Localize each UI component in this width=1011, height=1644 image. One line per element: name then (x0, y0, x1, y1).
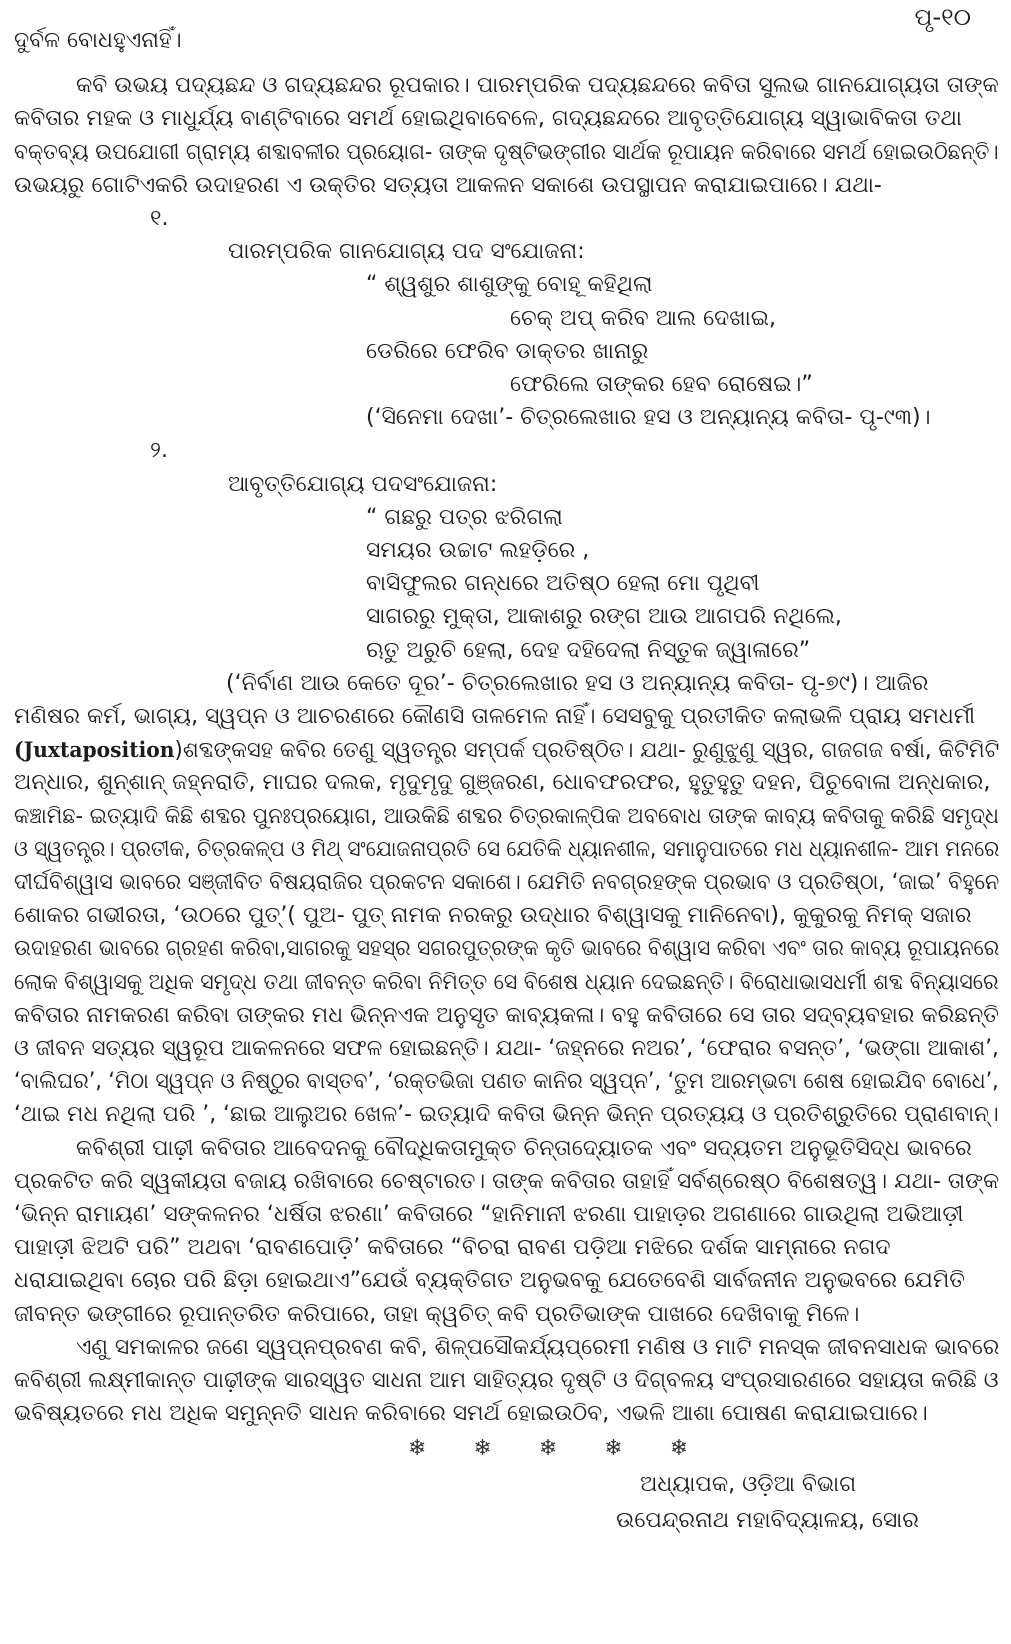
paragraph-line: ଲୋକ ବିଶ୍ୱାସକୁ ଅଧିକ ସମୃଦ୍ଧ ତଥା ଜୀବନ୍ତ କରିବା ନିମିତ୍ତ ସେ ବିଶେଷ ଧ୍ୟାନ ଦେଇଛନ୍ତି। ବିରୋଧାଭାସଧର୍ମୀ ଶବ୍ଦ ବିନ୍ୟାସରେ (14, 970, 999, 995)
paragraph-line: ଓ ସ୍ୱତନ୍ତ୍ର। ପ୍ରତୀକ, ଚିତ୍ରକଳ୍ପ ଓ ମିଥ୍ ସଂଯୋଜନାପ୍ରତି ସେ ଯେତିକି ଧ୍ୟାନଶୀଳ, ସମାନୁପାତରେ ମଧ ଧ୍ୟାନଶୀଳ- ଆମ ମନରେ (14, 837, 1000, 862)
paragraph-line: ‘ଥାଇ ମଧ ନଥିଲା ପରି ’, ‘ଛାଇ ଆଲୁଅର ଖେଳ’- ଇତ୍ୟାଦି କବିତା ଭିନ୍ନ ଭିନ୍ନ ପ୍ରତ୍ୟୟ ଓ ପ୍ରତିଶ୍ରୁତିରେ ପ୍ରାଣବାନ୍। (14, 1102, 999, 1127)
paragraph-line: ‘ଭିନ୍ନ ରାମାୟଣ’ ସଙ୍କଳନର ‘ଧର୍ଷିତା ଝରଣା’ କବିତାରେ “ହାନିମାନୀ ଝରଣା ପାହାଡ଼ର ଅଗଣାରେ ଗାଉଥିଲା ଅଭିଆଡ଼ୀ (14, 1202, 964, 1227)
paragraph-line: ଦୁର୍ବଳ ବୋଧହୁଏନାହିଁ। (14, 28, 182, 53)
citation: (‘ସିନେମା ଦେଖା’- ଚିତ୍ରଲେଖାର ହସ ଓ ଅନ୍ୟାନ୍ୟ କବିତା- ପୃ-୯୩)। (366, 405, 931, 430)
paragraph-line: ଧରାଯାଇଥିବା ଚୋର ପରି ଛିଡ଼ା ହୋଇଥାଏ”ଯେଉଁ ବ୍ୟକ୍ତିଗତ ଅନୁଭବକୁ ଯେତେବେଶି ସାର୍ବଜନୀନ ଅନୁଭବରେ ଯେମିତି (14, 1268, 965, 1293)
paragraph-line: କବିତାର ମହକ ଓ ମାଧୁର୍ଯ୍ୟ ବାଣ୍ଟିବାରେ ସମର୍ଥ ହୋଇଥିବାବେଳେ, ଗଦ୍ୟଛନ୍ଦରେ ଆବୃତ୍ତିଯୋଗ୍ୟ ସ୍ୱାଭାବିକତା ତଥା (14, 106, 962, 131)
paragraph-line: ଏଣୁ ସମକାଳର ଜଣେ ସ୍ୱପ୍ନପ୍ରବଣ କବି, ଶିଳ୍ପସୌକର୍ଯ୍ୟପ୍ରେମୀ ମଣିଷ ଓ ମାଟି ମନସ୍କ ଜୀବନସାଧକ ଭାବରେ (76, 1335, 1000, 1360)
paragraph-line: ପ୍ରକଟିତ କରି ସ୍ୱକୀୟତା ବଜାୟ ରଖିବାରେ ଚେଷ୍ଟାରତ। ତାଙ୍କ କବିତାର ତାହାହିଁ ସର୍ବଶ୍ରେଷ୍ଠ ବିଶେଷତ୍ୱ। ଯଥା- ତାଙ୍କ (14, 1169, 1000, 1194)
poem-line: ସମୟର ଉଚ୍ଚାଟ ଲହଡ଼ିରେ , (366, 538, 590, 563)
paragraph-line: କବିଶ୍ରୀ ଲକ୍ଷ୍ମୀକାନ୍ତ ପାଢ଼ୀଙ୍କ ସାରସ୍ୱତ ସାଧନା ଆମ ସାହିତ୍ୟର ଦୃଷ୍ଟି ଓ ଦିଗ୍‌ବଳୟ ସଂପ୍ରସାରଣରେ ସହାୟତା କରିଛି ଓ (14, 1368, 999, 1393)
paragraph-line: ଓ ଜୀବନ ସତ୍ୟର ସ୍ୱରୂପ ଆକଳନରେ ସଫଳ ହୋଇଛନ୍ତି। ଯଥା- ‘ଜହ୍ନରେ ନଅର’, ‘ଫେରାର ବସନ୍ତ’, ‘ଭଙ୍ଗା ଆକାଶ’, (14, 1036, 999, 1061)
citation: (‘ନିର୍ବାଣ ଆଉ କେତେ ଦୂର’- ଚିତ୍ରଲେଖାର ହସ ଓ ଅନ୍ୟାନ୍ୟ କବିତା- ପୃ-୭୯)। ଆଜିର (226, 671, 929, 696)
paragraph-line (14, 735, 999, 766)
paragraph-line: ଭବିଷ୍ୟତରେ ମଧ ଅଧିକ ସମୁନ୍ନତି ସାଧନ କରିବାରେ ସମର୍ଥ ହୋଇଉଠିବ, ଏଭଳି ଆଶା ପୋଷଣ କରାଯାଇପାରେ। (14, 1401, 928, 1426)
paragraph-line: କବିଶ୍ରୀ ପାଢ଼ୀ କବିତାର ଆବେଦନକୁ ବୌଦ୍ଧିକତାମୁକ୍ତ ଚିନ୍ତାଦ୍ୟୋତକ ଏବଂ ସଦ୍ୟତମ ଅନୁଭୂତିସିଦ୍ଧ ଭାବରେ (76, 1136, 972, 1161)
juxtaposition-term: (Juxtaposition (14, 737, 175, 762)
list-number: ୧. (150, 206, 169, 231)
poem-line: ବାସିଫୁଲର ଗନ୍ଧରେ ଅତିଷ୍ଠ ହେଲା ମୋ ପୃଥିବୀ (366, 571, 760, 596)
paragraph-line: କବି ଉଭୟ ପଦ୍ୟଛନ୍ଦ ଓ ଗଦ୍ୟଛନ୍ଦର ରୂପକାର। ପାରମ୍ପରିକ ପଦ୍ୟଛନ୍ଦରେ କବିତା ସୁଲଭ ଗାନଯୋଗ୍ୟତା ତାଙ୍କ (76, 73, 999, 98)
paragraph-line: ଦୀର୍ଘବିଶ୍ୱାସ ଭାବରେ ସଞ୍ଜୀବିତ ବିଷୟରାଜିର ପ୍ରକଟନ ସକାଶେ। ଯେମିତି ନବଗ୍ରହଙ୍କ ପ୍ରଭାବ ଓ ପ୍ରତିଷ୍ଠା, ‘ଜାଇ’ ବିହୁନେ (14, 870, 1000, 895)
poem-line: ଡେରିରେ ଫେରିବ ଡାକ୍ତର ଖାନାରୁ (366, 339, 649, 364)
paragraph-line: ଉଦାହରଣ ଭାବରେ ଗ୍ରହଣ କରିବା,ସାଗରକୁ ସହସ୍ର ସଗରପୁତ୍ରଙ୍କ କୃତି ଭାବରେ ବିଶ୍ୱାସ କରିବା ଏବଂ ତାର କାବ୍ୟ ରୂପାୟନରେ (14, 936, 1000, 961)
list-number: ୨. (150, 438, 168, 463)
page-number: ପୃ-୧୦ (914, 3, 971, 31)
poem-line: ଋତୁ ଅରୁଚି ହେଲା, ଦେହ ଦହିଦେଲା ନିସ୍ତୁକ ଜ୍ୱାଳାରେ” (366, 638, 811, 663)
list-heading: ପାରମ୍ପରିକ ଗାନଯୋଗ୍ୟ ପଦ ସଂଯୋଜନା: (228, 239, 585, 264)
paragraph-line: ଅନ୍ଧାର, ଶୁନ୍‌ଶାନ୍ ଜହ୍ନରାତି, ମାଘର ଦଲକ, ମୃଦୁମୃଦୁ ଗୁଞ୍ଜରଣ, ଧୋବଫରଫର, ହୁତୁହୁତୁ ଦହନ, ପିଚୁବୋଳା ଅନ୍ଧକାର, (14, 770, 991, 795)
paragraph-line: ଉଭୟରୁ ଗୋଟିଏକରି ଉଦାହରଣ ଏ ଉକ୍ତିର ସତ୍ୟତା ଆକଳନ ସକାଶେ ଉପସ୍ଥାପନ କରାଯାଇପାରେ। ଯଥା- (14, 173, 882, 198)
poem-line: ଫେରିଲେ ତାଙ୍କର ହେବ ରୋଷେଇ।” (510, 372, 813, 397)
poem-line: “ ଶ୍ୱଶୁର ଶାଶୁଙ୍କୁ ବୋହୂ କହିଥିଲା (366, 272, 653, 297)
paragraph-line: କଞ୍ଚାମିଛ- ଇତ୍ୟାଦି କିଛି ଶବ୍ଦର ପୁନଃପ୍ରୟୋଗ, ଆଉକିଛି ଶବ୍ଦର ଚିତ୍ରକାଳ୍ପିକ ଅବବୋଧ ତାଙ୍କ କାବ୍ୟ କବିତାକୁ କରିଛି ସମୃଦ୍ଧ (14, 804, 1000, 829)
paragraph-line: ଜୀବନ୍ତ ଭଙ୍ଗୀରେ ରୂପାନ୍ତରିତ କରିପାରେ, ତାହା କ୍ୱଚିତ୍ କବି ପ୍ରତିଭାଙ୍କ ପାଖରେ ଦେଖିବାକୁ ମିଳେ। (14, 1302, 860, 1327)
paragraph-line: ବକ୍ତବ୍ୟ ଉପଯୋଗୀ ଗ୍ରାମ୍ୟ ଶବ୍ଦାବଳୀର ପ୍ରୟୋଗ- ତାଙ୍କ ଦୃଷ୍ଟିଭଙ୍ଗୀର ସାର୍ଥକ ରୂପାୟନ କରିବାରେ ସମର୍ଥ ହୋଇଉଠିଛନ୍ତି। (14, 140, 999, 165)
signature-designation: ଅଧ୍ୟାପକ, ଓଡ଼ିଆ ବିଭାଗ (640, 1472, 857, 1497)
list-heading: ଆବୃତ୍ତିଯୋଗ୍ୟ ପଦସଂଯୋଜନା: (228, 472, 498, 497)
paragraph-line: ‘ବାଲିଘର’, ‘ମିଠା ସ୍ୱପ୍ନ ଓ ନିଷ୍ଠୁର ବାସ୍ତବ’, ‘ରକ୍ତଭିଜା ପଣତ କାନିର ସ୍ୱପ୍ନ’, ‘ତୁମ ଆରମ୍ଭଟା ଶେଷ ହୋଇଯିବ ବୋଧେ’, (14, 1069, 999, 1094)
signature-institution: ଉପେନ୍ଦ୍ରନାଥ ମହାବିଦ୍ୟାଳୟ, ସୋର (616, 1508, 919, 1533)
poem-line: ସାଗରରୁ ମୁକ୍ତା, ଆକାଶରୁ ରଙ୍ଗ ଆଉ ଆଗପରି ନଥିଲେ, (366, 604, 842, 629)
paragraph-line: ମଣିଷର କର୍ମ, ଭାଗ୍ୟ, ସ୍ୱପ୍ନ ଓ ଆଚରଣରେ କୌଣସି ତାଳମେଳ ନାହିଁ। ସେସବୁକୁ ପ୍ରତୀକିତ କଲାଭଳି ପ୍ରାୟ ସମଧର୍ମୀ (14, 704, 976, 729)
poem-line: ଚେକ୍ ଅପ୍ କରିବ ଆଲ ଦେଖାଇ, (510, 306, 777, 331)
separator-stars: ❄ ❄ ❄ ❄ ❄ (408, 1436, 709, 1461)
paragraph-line: କବିତାର ନାମକରଣ କରିବା ତାଙ୍କର ମଧ ଭିନ୍ନଏକ ଅନୁସୃତ କାବ୍ୟକଳା। ବହୁ କବିତାରେ ସେ ତାର ସଦ୍‌ବ୍ୟବହାର କରିଛନ୍ତି (14, 1003, 999, 1028)
paragraph-text: )ଶବ୍ଦଙ୍କସହ କବିର ତେଣୁ ସ୍ୱତନ୍ତ୍ର ସମ୍ପର୍କ ପ୍ରତିଷ୍ଠିତ। ଯଥା- ରୁଣୁଝୁଣୁ ସ୍ୱର, ଗଜଗଜ ବର୍ଷା, କିଟିମିଟି (174, 738, 1000, 763)
paragraph-line: ଶୋକର ଗଭୀରତା, ‘ଉଠରେ ପୁତ୍’( ପୁଅ- ପୁତ୍ ନାମକ ନରକରୁ ଉଦ୍ଧାର ବିଶ୍ୱାସକୁ ମାନିନେବା), କୁକୁରକୁ ନିମକ୍ ସଜାର (14, 903, 972, 928)
paragraph-line: ପାହାଡ଼ୀ ଝିଅଟି ପରି” ଅଥବା ‘ରାବଣପୋଡ଼ି’ କବିତାରେ “ବିଚରା ରାବଣ ପଡ଼ିଆ ମଝିରେ ଦର୍ଶକ ସାମ୍ନାରେ ନଗଦ (14, 1235, 891, 1260)
poem-line: “ ଗଛରୁ ପତ୍ର ଝରିଗଲା (366, 505, 563, 530)
